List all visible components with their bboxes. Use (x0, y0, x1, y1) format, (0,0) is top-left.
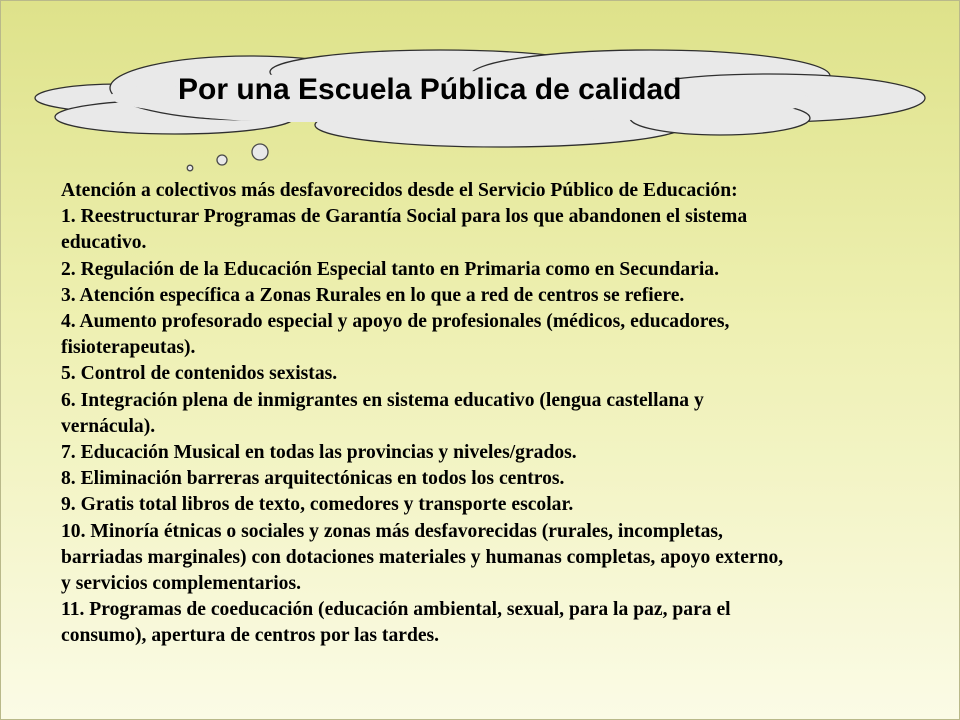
list-item: fisioterapeutas). (61, 337, 196, 359)
list-item: y servicios complementarios. (61, 573, 301, 595)
list-item: 7. Educación Musical en todas las provincias y niveles/grados. (61, 442, 577, 464)
list-item: 10. Minoría étnicas o sociales y zonas más desfavorecidas (rurales, incompletas, (61, 520, 723, 542)
list-item: 3. Atención específica a Zonas Rurales en lo que a red de centros se refiere. (61, 284, 685, 306)
list-item: 9. Gratis total libros de texto, comedores y transporte escolar. (61, 494, 574, 516)
list-item: 8. Eliminación barreras arquitectónicas en todos los centros. (61, 468, 565, 490)
list-item: 11. Programas de coeducación (educación ambiental, sexual, para la paz, para el (61, 599, 731, 621)
list-item: consumo), apertura de centros por las tardes. (61, 625, 440, 647)
thought-bubble-medium (217, 155, 227, 165)
list-item: 2. Regulación de la Educación Especial tanto en Primaria como en Secundaria. (61, 258, 720, 280)
list-item: 1. Reestructurar Programas de Garantía Social para los que abandonen el sistema (61, 206, 748, 228)
list-item: 5. Control de contenidos sexistas. (61, 363, 338, 385)
list-item: 4. Aumento profesorado especial y apoyo de profesionales (médicos, educadores, (61, 311, 730, 333)
thought-bubble-small (187, 165, 193, 171)
list-item: barriadas marginales) con dotaciones materiales y humanas completas, apoyo externo, (61, 546, 784, 568)
list-item: educativo. (61, 232, 147, 254)
intro-line: Atención a colectivos más desfavorecidos desde el Servicio Público de Educación: (61, 180, 738, 201)
list-item: 6. Integración plena de inmigrantes en sistema educativo (lengua castellana y (61, 389, 704, 411)
body-text (61, 178, 956, 650)
page-title: Por una Escuela Pública de calidad (178, 73, 682, 106)
list-item: vernácula). (61, 415, 156, 437)
thought-bubble-large (252, 144, 268, 160)
